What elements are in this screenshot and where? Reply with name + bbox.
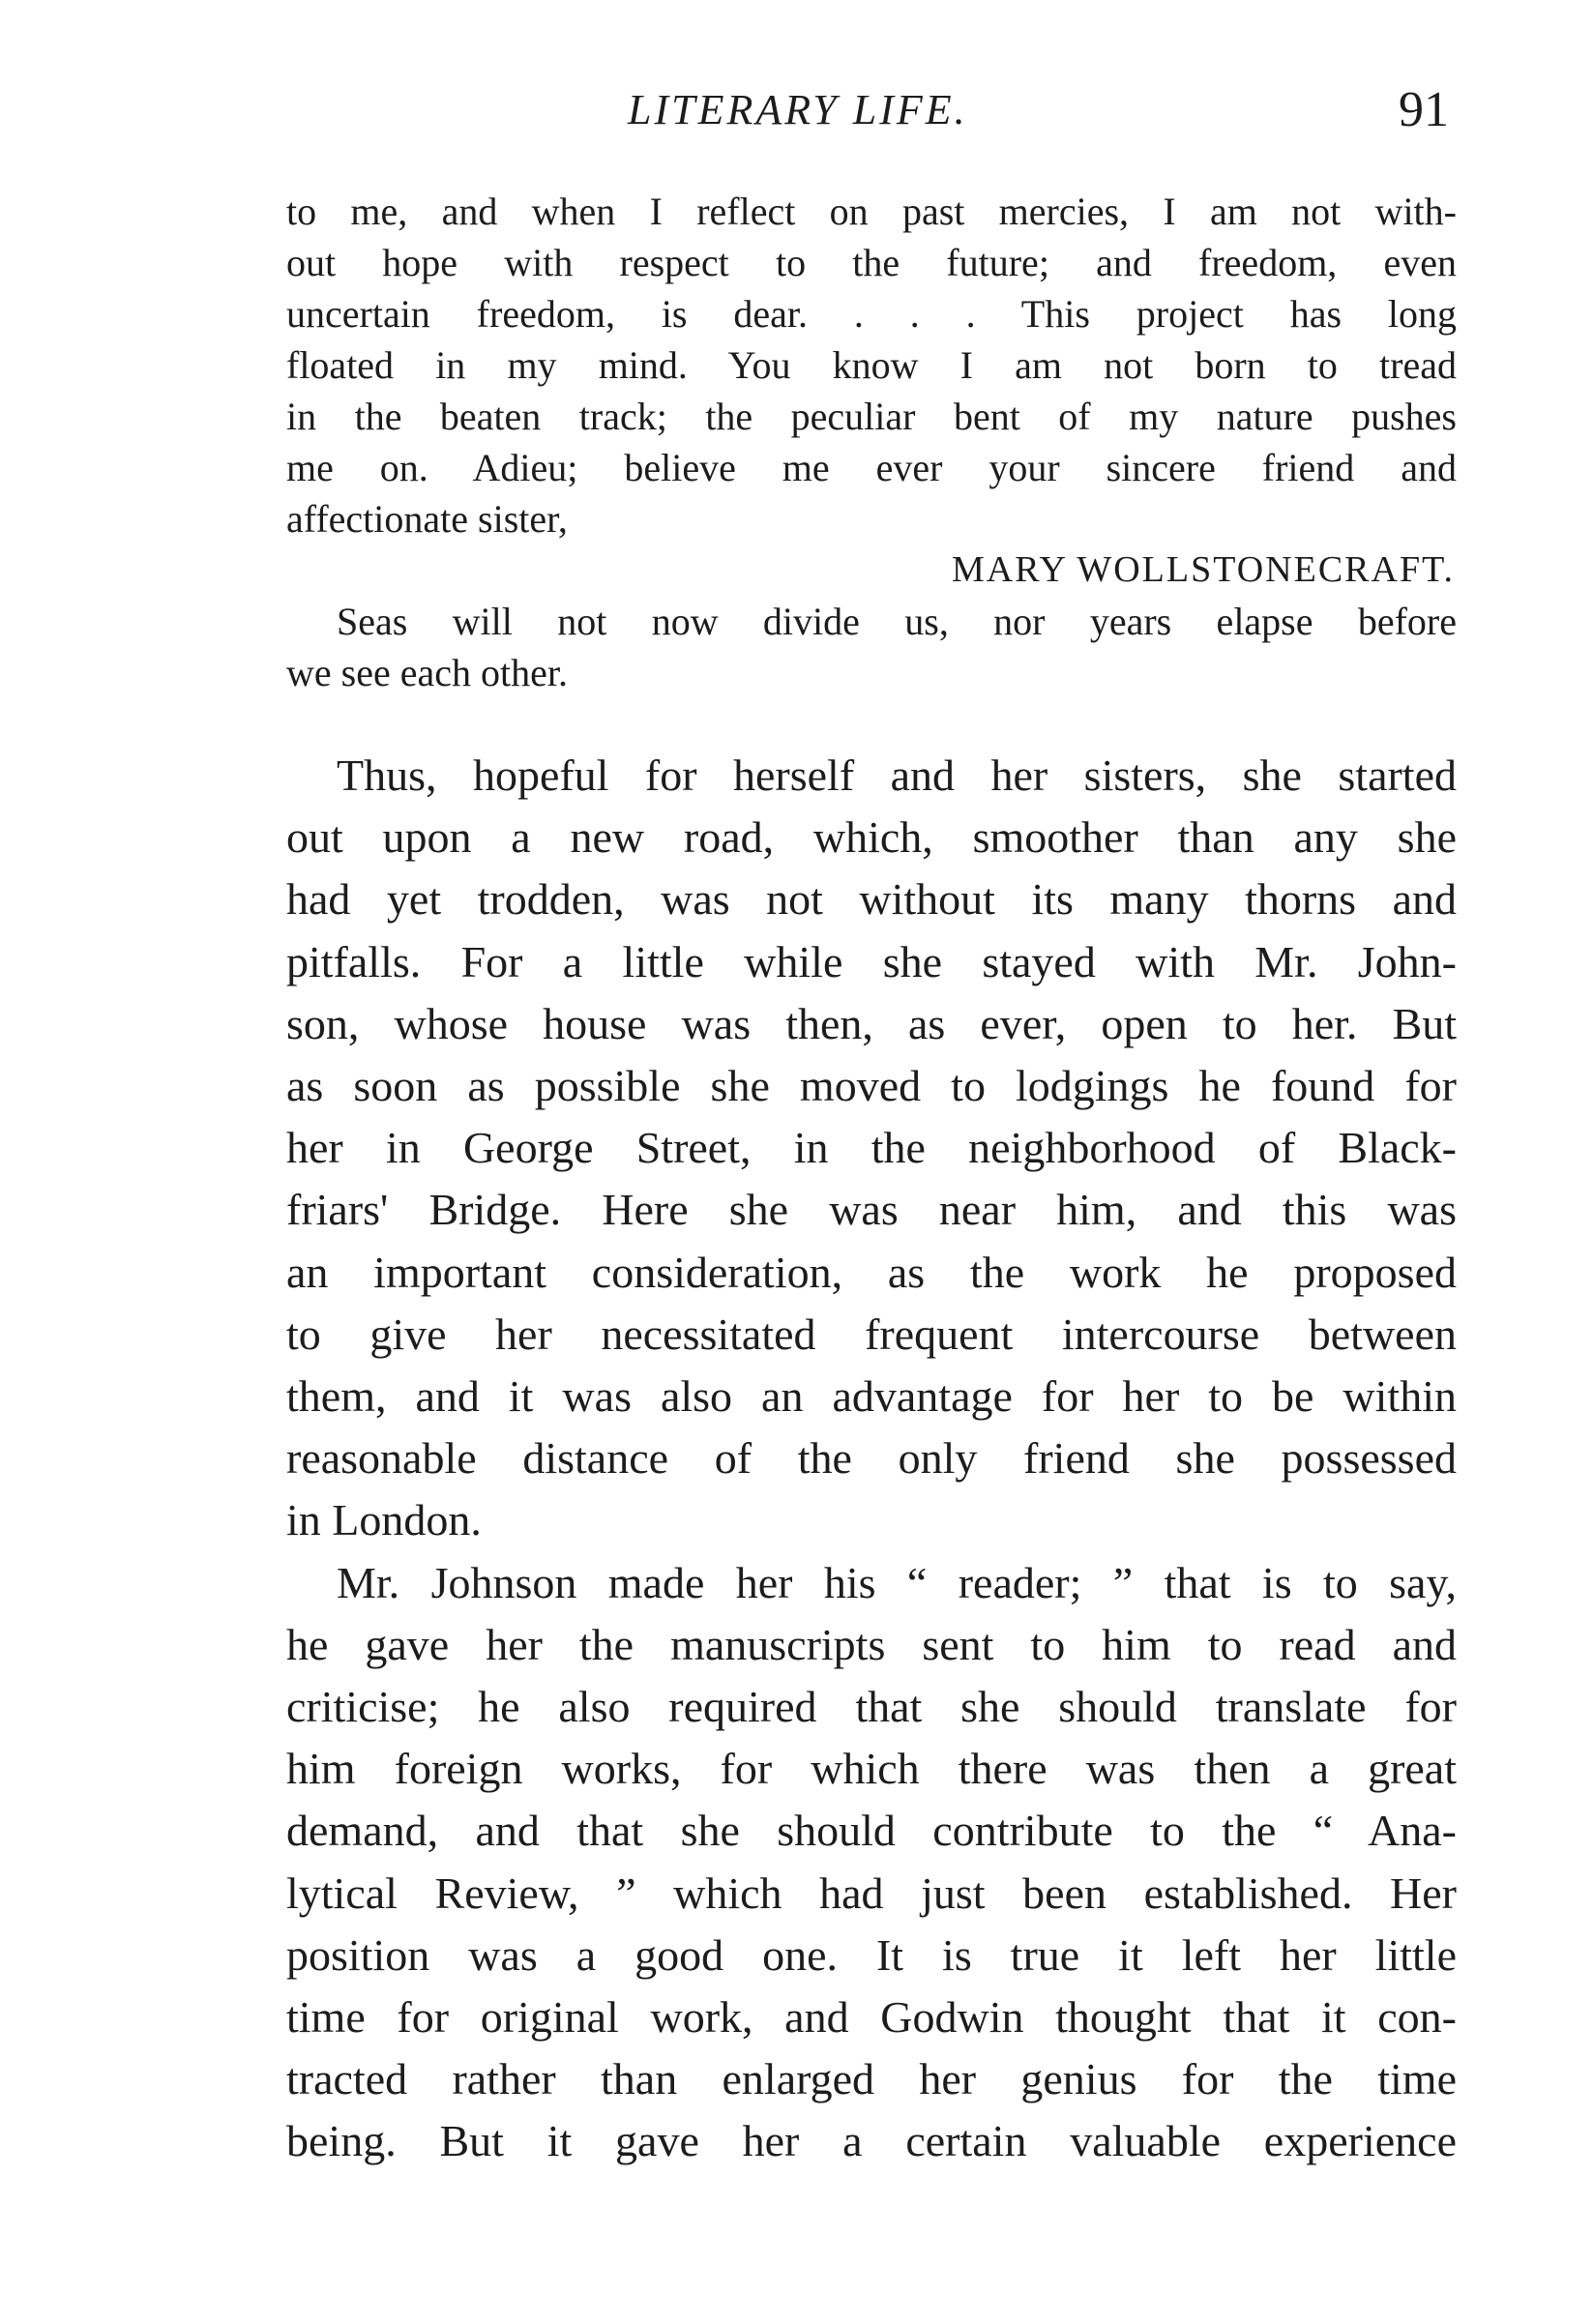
paragraph-line: lytical Review, ” which had just been established. Her (286, 1868, 1457, 1918)
letter-line: to me, and when I reflect on past mercies, I am not with- (286, 190, 1457, 233)
running-title: LITERARY LIFE. (628, 86, 968, 133)
paragraph-line: pitfalls. For a little while she stayed with Mr. John- (286, 936, 1457, 986)
letter-line: uncertain freedom, is dear. . . . This project has long (286, 292, 1457, 336)
paragraph-line: position was a good one. It is true it left her little (286, 1929, 1457, 1980)
paragraph-1 (286, 745, 1457, 1552)
letter-line: in the beaten track; the peculiar bent of my nature pushes (286, 395, 1457, 438)
running-head (0, 82, 1593, 143)
body-text (286, 745, 1457, 2173)
paragraph-line: reasonable distance of the only friend she possessed (286, 1433, 1457, 1484)
postscript-line: we see each other. (286, 651, 568, 694)
paragraph-line: friars' Bridge. Here she was near him, and this was (286, 1185, 1457, 1235)
letter-line: affectionate sister, (286, 497, 568, 541)
letter-line: me on. Adieu; believe me ever your sincere friend and (286, 446, 1457, 489)
letter-excerpt (286, 186, 1457, 698)
postscript-line: Seas will not now divide us, nor years elapse before (337, 600, 1457, 643)
paragraph-line: he gave her the manuscripts sent to him to read and (286, 1619, 1457, 1669)
paragraph-line: Thus, hopeful for herself and her sisters, she started (337, 750, 1457, 800)
paragraph-line: tracted rather than enlarged her genius for the time (286, 2054, 1457, 2104)
paragraph-line: demand, and that she should contribute to the “ Ana- (286, 1806, 1457, 1856)
paragraph-line: her in George Street, in the neighborhood of Black- (286, 1123, 1457, 1173)
paragraph-line: had yet trodden, was not without its many thorns and (286, 874, 1457, 925)
paragraph-line: Mr. Johnson made her his “ reader; ” that is to say, (337, 1557, 1457, 1607)
paragraph-line: as soon as possible she moved to lodgings he found for (286, 1061, 1457, 1111)
paragraph-line: son, whose house was then, as ever, open to her. But (286, 998, 1457, 1048)
paragraph-line: being. But it gave her a certain valuable experience (286, 2116, 1457, 2166)
letter-signature: MARY WOLLSTONECRAFT. (952, 549, 1455, 590)
paragraph-line: an important consideration, as the work he proposed (286, 1247, 1457, 1297)
page-number: 91 (1399, 82, 1449, 137)
paragraph-line: to give her necessitated frequent intercourse between (286, 1309, 1457, 1359)
paragraph-line: time for original work, and Godwin thought that it con- (286, 1992, 1457, 2043)
letter-line: floated in my mind. You know I am not born to tread (286, 343, 1457, 387)
paragraph-line: them, and it was also an advantage for her to be within (286, 1371, 1457, 1422)
paragraph-2 (286, 1552, 1457, 2173)
letter-line: out hope with respect to the future; and freedom, even (286, 241, 1457, 284)
paragraph-line: out upon a new road, which, smoother than any she (286, 812, 1457, 863)
paragraph-line: criticise; he also required that she should translate for (286, 1682, 1457, 1732)
paragraph-line: in London. (286, 1495, 482, 1545)
paragraph-line: him foreign works, for which there was then a great (286, 1744, 1457, 1794)
